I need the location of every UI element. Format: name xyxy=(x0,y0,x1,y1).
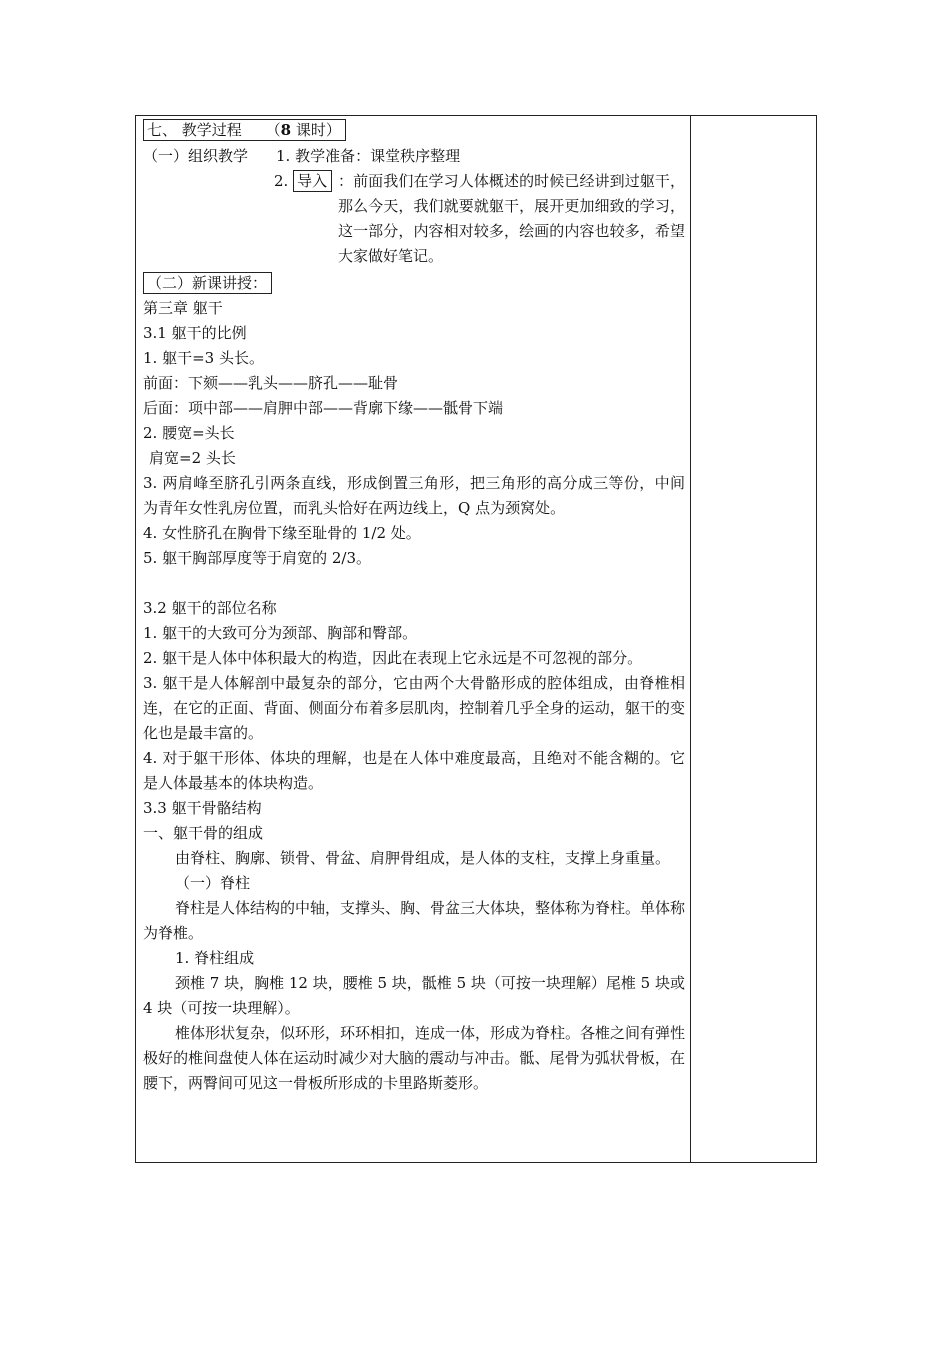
section-31-title: 3.1 躯干的比例 xyxy=(143,324,247,342)
new-lesson-heading xyxy=(143,269,685,296)
vertebra-text: 椎体形状复杂，似环形，环环相扣，连成一体，形成为脊柱。各椎之间有弹性极好的椎间盘使人体在运动时减少对大脑的震动与冲击。骶、尾骨为弧状骨板，在腰下，两臀间可见这一骨板所形成的卡里路斯菱形。 xyxy=(143,1024,686,1092)
ratio-front: 前面：下颏——乳头——脐孔——耻骨 xyxy=(143,374,399,392)
parts-item-4: 4. 对于躯干形体、体块的理解，也是在人体中难度最高，且绝对不能含糊的。它是人体最基本的体块构造。 xyxy=(143,749,685,792)
intro-row xyxy=(143,169,685,269)
lesson-content xyxy=(143,116,685,1096)
ratio-item-5: 5. 躯干胸部厚度等于肩宽的 2/3。 xyxy=(143,549,371,567)
spine-composition-title: 1. 脊柱组成 xyxy=(175,949,255,967)
new-lesson-box: （二）新课讲授： xyxy=(143,272,272,294)
intro-number: 2. 导入 xyxy=(274,169,332,194)
intro-tag: 导入 xyxy=(293,170,332,192)
ratio-item-2: 2. 腰宽=头长 xyxy=(143,424,235,442)
chapter-title: 第三章 躯干 xyxy=(143,299,223,317)
spine-text: 脊柱是人体结构的中轴，支撑头、胸、骨盆三大体块，整体称为脊柱。单体称为脊椎。 xyxy=(143,899,686,942)
column-divider xyxy=(690,115,691,1163)
prep-text: 1. 教学准备：课堂秩序整理 xyxy=(276,147,461,165)
shoulder-width: 肩宽=2 头长 xyxy=(149,449,236,467)
parts-item-1: 1. 躯干的大致可分为颈部、胸部和臀部。 xyxy=(143,624,418,642)
ratio-back: 后面：项中部——肩胛中部——背廓下缘——骶骨下端 xyxy=(143,399,504,417)
section-33-title: 3.3 躯干骨骼结构 xyxy=(143,799,262,817)
spine-composition-text: 颈椎 7 块，胸椎 12 块，腰椎 5 块，骶椎 5 块（可按一块理解）尾椎 5 块或 4 块（可按一块理解）。 xyxy=(143,974,685,1017)
intro-text: ：前面我们在学习人体概述的时候已经讲到过躯干，那么今天，我们就要就躯干，展开更加细致的学习，这一部分，内容相对较多，绘画的内容也较多，希望大家做好笔记。 xyxy=(338,172,685,265)
ratio-item-4: 4. 女性脐孔在胸骨下缘至耻骨的 1/2 处。 xyxy=(143,524,421,542)
parts-item-3: 3. 躯干是人体解剖中最复杂的部分，它由两个大骨骼形成的腔体组成，由脊椎相连，在它的正面、背面、侧面分布着多层肌肉，控制着几乎全身的运动，躯干的变化也是最丰富的。 xyxy=(143,674,685,742)
org-row xyxy=(143,144,685,169)
section-heading xyxy=(143,116,685,144)
spine-title: （一）脊柱 xyxy=(175,874,251,892)
parts-item-2: 2. 躯干是人体中体积最大的构造，因此在表现上它永远是不可忽视的部分。 xyxy=(143,649,643,667)
section-32-title: 3.2 躯干的部位名称 xyxy=(143,599,277,617)
spacer xyxy=(143,571,685,596)
ratio-item-1: 1. 躯干=3 头长。 xyxy=(143,349,264,367)
bone-composition-text: 由脊柱、胸廓、锁骨、骨盆、肩胛骨组成，是人体的支柱，支撑上身重量。 xyxy=(175,849,671,867)
org-label: （一）组织教学 xyxy=(143,147,249,165)
ratio-item-3: 3. 两肩峰至脐孔引两条直线，形成倒置三角形，把三角形的高分成三等份，中间为青年女性乳房位置，而乳头恰好在两边线上，Q 点为颈窝处。 xyxy=(143,474,685,517)
bone-composition-title: 一、躯干骨的组成 xyxy=(143,824,264,842)
section-heading-box: 七、 教学过程 （8 课时） xyxy=(143,119,346,141)
